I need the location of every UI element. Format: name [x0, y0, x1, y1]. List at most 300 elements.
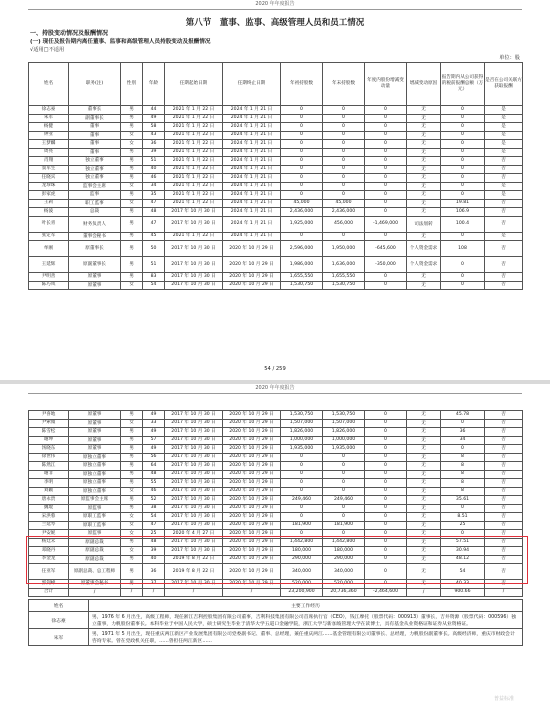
- table-cell: 否: [485, 470, 523, 479]
- table-row: [29, 462, 523, 471]
- table-cell: 女: [121, 131, 143, 140]
- table-cell: 0: [441, 281, 485, 290]
- bio-experience-header: 主要工作经历: [89, 600, 523, 612]
- table-cell: 0: [323, 487, 365, 496]
- table-cell: 总裁: [69, 208, 121, 217]
- table-cell: 48.12: [441, 555, 485, 564]
- table-cell: 2017 年 10 月 30 日: [165, 538, 223, 547]
- table-cell: 0: [365, 445, 407, 454]
- table-cell: 0: [365, 123, 407, 132]
- table-cell: 周亮: [29, 148, 69, 157]
- table-cell: 男: [121, 165, 143, 174]
- table-cell: 2020 年 10 月 29 日: [223, 411, 281, 420]
- table-cell: /: [407, 588, 441, 597]
- table-cell: 2020 年 10 月 29 日: [223, 257, 281, 273]
- table-cell: 男: [121, 428, 143, 437]
- table-cell: 2020 年 4 月 27 日: [165, 530, 223, 539]
- table-cell: 男: [121, 157, 143, 166]
- unit-label: 单位：股: [499, 55, 520, 61]
- table-cell: 34: [143, 182, 165, 191]
- table-cell: 女: [121, 419, 143, 428]
- table-cell: 1,442,800: [323, 538, 365, 547]
- table-row: [29, 208, 523, 217]
- table-cell: 男: [121, 496, 143, 505]
- table-cell: 李金龙: [29, 555, 69, 564]
- table-cell: 43: [143, 131, 165, 140]
- table-cell: 无: [407, 157, 441, 166]
- table-row: [29, 564, 523, 580]
- table-cell: 0: [365, 131, 407, 140]
- table-cell: 0: [365, 453, 407, 462]
- table-cell: 王梦麟: [29, 140, 69, 149]
- table-cell: -350,000: [365, 257, 407, 273]
- table-cell: 2017 年 10 月 30 日: [165, 521, 223, 530]
- table-cell: 44: [143, 106, 165, 115]
- table-cell: 无: [407, 479, 441, 488]
- table-cell: 0: [281, 470, 323, 479]
- table-cell: 0: [323, 191, 365, 200]
- table-cell: 2017 年 10 月 30 日: [165, 547, 223, 556]
- table-cell: 原职工监事: [69, 521, 121, 530]
- table-row: [29, 281, 523, 290]
- table-cell: 是: [485, 114, 523, 123]
- table-cell: 个人资金需求: [407, 257, 441, 273]
- table-cell: 徐世伟: [29, 453, 69, 462]
- table-cell: 1,530,750: [323, 411, 365, 420]
- table-cell: 2021 年 1 月 22 日: [165, 114, 223, 123]
- table-cell: 2024 年 1 月 21 日: [223, 182, 281, 191]
- column-header: 年末持股数: [323, 63, 365, 106]
- table-cell: 2024 年 1 月 21 日: [223, 148, 281, 157]
- table-cell: 52: [143, 496, 165, 505]
- table-cell: 2019 年 8 月 22 日: [165, 564, 223, 580]
- table-cell: 是: [485, 148, 523, 157]
- table-cell: 无: [407, 428, 441, 437]
- bio-name: 朱军: [29, 629, 89, 646]
- table-cell: 1,655,550: [323, 273, 365, 282]
- table-cell: 原独立董事: [69, 453, 121, 462]
- table-cell: 0: [365, 106, 407, 115]
- table-cell: 董事: [69, 123, 121, 132]
- table-cell: 25: [441, 521, 485, 530]
- table-cell: 1,000,000: [323, 436, 365, 445]
- table-cell: 0: [441, 445, 485, 454]
- table-cell: 2024 年 1 月 21 日: [223, 174, 281, 183]
- table-cell: 58: [143, 123, 165, 132]
- table-cell: 独立董事: [69, 157, 121, 166]
- table-cell: 0: [365, 504, 407, 513]
- table-cell: 刘颖: [29, 487, 69, 496]
- table-cell: 1,442,800: [281, 538, 323, 547]
- bio-text: 男，1971 年 5 月出生，现任重庆两江新区产业发展集团有限公司党委副书记、董事、总经理，兼任重庆两江……基金管理有限公司董事长、总经理，力帆股份副董事长。高级经济师，重庆市财政会计咨询专家。曾在党政机关任职，……曾担任两江新区……: [89, 629, 523, 646]
- table-cell: 无: [407, 538, 441, 547]
- table-cell: 19.81: [441, 199, 485, 208]
- table-row: [29, 436, 523, 445]
- table-cell: 否: [485, 496, 523, 505]
- table-cell: 49: [143, 114, 165, 123]
- table-cell: 0: [441, 165, 485, 174]
- table-cell: 2020 年 10 月 29 日: [223, 547, 281, 556]
- table-cell: 1,507,000: [281, 419, 323, 428]
- table-row: [29, 445, 523, 454]
- table-cell: 2021 年 1 月 22 日: [165, 174, 223, 183]
- table-cell: 50: [143, 241, 165, 257]
- table-cell: 0: [281, 232, 323, 241]
- table-cell: 48: [143, 208, 165, 217]
- table-cell: 340,000: [281, 564, 323, 580]
- table-cell: 男: [121, 148, 143, 157]
- table-cell: 180,000: [281, 547, 323, 556]
- table-cell: 原副总裁: [69, 538, 121, 547]
- table-cell: 无: [407, 462, 441, 471]
- table-cell: 2017 年 10 月 30 日: [165, 273, 223, 282]
- table-cell: 原董事: [69, 281, 121, 290]
- table-cell: 否: [485, 555, 523, 564]
- table-cell: 0: [281, 114, 323, 123]
- table-cell: 无: [407, 580, 441, 589]
- table-cell: 0: [365, 208, 407, 217]
- table-cell: 2020 年 10 月 29 日: [223, 273, 281, 282]
- table-cell: 2,436,000: [323, 208, 365, 217]
- table-cell: 340,000: [323, 564, 365, 580]
- table-cell: 83: [143, 273, 165, 282]
- table-cell: 是: [485, 182, 523, 191]
- table-cell: 0: [365, 479, 407, 488]
- table-cell: 个人资金需求: [407, 241, 441, 257]
- table-cell: 无: [407, 521, 441, 530]
- table-row: [29, 580, 523, 589]
- table-cell: 董事: [69, 148, 121, 157]
- table-cell: 无: [407, 114, 441, 123]
- table-cell: /: [143, 588, 165, 597]
- table-cell: 尹安妮: [29, 530, 69, 539]
- table-cell: 0: [365, 580, 407, 589]
- table-cell: 无: [407, 148, 441, 157]
- table-cell: 0: [365, 165, 407, 174]
- table-cell: 原董事会秘书: [69, 580, 121, 589]
- table-cell: 0: [365, 547, 407, 556]
- table-cell: 徐志豪: [29, 106, 69, 115]
- table-cell: 副董事长: [69, 114, 121, 123]
- table-cell: 0: [281, 106, 323, 115]
- table-row: [29, 470, 523, 479]
- table-cell: 无: [407, 504, 441, 513]
- table-cell: 是: [485, 140, 523, 149]
- table-cell: 董事: [69, 140, 121, 149]
- table-cell: 48: [143, 538, 165, 547]
- table-cell: 2024 年 1 月 21 日: [223, 123, 281, 132]
- table-cell: /: [121, 588, 143, 597]
- table-cell: 否: [485, 174, 523, 183]
- table-cell: 女: [121, 199, 143, 208]
- table-cell: 王延辉: [29, 257, 69, 273]
- table-cell: 合计: [29, 588, 69, 597]
- table-cell: 2017 年 10 月 30 日: [165, 419, 223, 428]
- table-cell: 男: [121, 462, 143, 471]
- table-cell: 2017 年 10 月 30 日: [165, 453, 223, 462]
- table-cell: 2021 年 1 月 22 日: [165, 199, 223, 208]
- watermark: 普益标准: [493, 696, 514, 702]
- table-cell: 0: [281, 191, 323, 200]
- table-row: [29, 538, 523, 547]
- table-cell: 0: [441, 157, 485, 166]
- table-cell: 否: [485, 547, 523, 556]
- table-row: [29, 157, 523, 166]
- table-cell: 无: [407, 174, 441, 183]
- table-cell: 2021 年 1 月 22 日: [165, 106, 223, 115]
- table-cell: 2017 年 10 月 30 日: [165, 445, 223, 454]
- table-row: [29, 428, 523, 437]
- table-cell: 0: [323, 513, 365, 522]
- table-cell: 0: [323, 148, 365, 157]
- table-cell: 否: [485, 257, 523, 273]
- table-cell: 0: [281, 513, 323, 522]
- table-cell: 否: [485, 564, 523, 580]
- table-cell: 1,826,000: [323, 428, 365, 437]
- table-cell: 2020 年 10 月 29 日: [223, 453, 281, 462]
- table-row: [29, 513, 523, 522]
- table-cell: 任晓宾: [29, 174, 69, 183]
- table-cell: 2017 年 10 月 30 日: [165, 496, 223, 505]
- table-cell: 2020 年 10 月 29 日: [223, 241, 281, 257]
- table-cell: 0: [365, 411, 407, 420]
- table-cell: 董事长: [69, 106, 121, 115]
- table-cell: 0: [365, 174, 407, 183]
- table-cell: 2017 年 10 月 30 日: [165, 216, 223, 232]
- table-cell: 否: [485, 504, 523, 513]
- table-cell: 否: [485, 157, 523, 166]
- table-cell: 是: [485, 191, 523, 200]
- table-cell: 原监事: [69, 530, 121, 539]
- table-cell: 1,950,000: [323, 241, 365, 257]
- table-cell: 否: [485, 241, 523, 257]
- column-header: 报告期内从公司获得的税前报酬总额（万元）: [441, 63, 485, 106]
- table-cell: 是: [485, 232, 523, 241]
- table-cell: 520,000: [323, 580, 365, 589]
- table-cell: 2,436,000: [281, 208, 323, 217]
- table-cell: 0: [365, 419, 407, 428]
- table-cell: 36: [143, 140, 165, 149]
- table-cell: 男: [121, 257, 143, 273]
- table-cell: 0: [365, 148, 407, 157]
- table-cell: 否: [485, 487, 523, 496]
- table-cell: 181,900: [323, 521, 365, 530]
- table-cell: 男: [121, 445, 143, 454]
- table-cell: 无: [407, 419, 441, 428]
- table-cell: 2017 年 10 月 30 日: [165, 411, 223, 420]
- table-cell: 54: [143, 513, 165, 522]
- table-row: [29, 547, 523, 556]
- table-cell: 杨健: [29, 123, 69, 132]
- table-cell: 女: [121, 140, 143, 149]
- table-cell: 0: [365, 281, 407, 290]
- table-cell: 男: [121, 564, 143, 580]
- table-cell: 原职工监事: [69, 513, 121, 522]
- table-cell: 兰延琴: [29, 521, 69, 530]
- table-cell: /: [69, 588, 121, 597]
- holdings-table-continued: [28, 410, 523, 597]
- table-cell: 李明: [29, 479, 69, 488]
- table-row: [29, 191, 523, 200]
- table-cell: 汤晓东: [29, 445, 69, 454]
- table-cell: 2020 年 10 月 29 日: [223, 281, 281, 290]
- table-row: [29, 419, 523, 428]
- table-cell: 0: [441, 273, 485, 282]
- table-cell: 39: [143, 547, 165, 556]
- report-header: 2020 年年度报告: [28, 0, 522, 10]
- table-cell: 2024 年 1 月 21 日: [223, 199, 281, 208]
- table-cell: 40: [143, 555, 165, 564]
- table-cell: 0: [365, 436, 407, 445]
- table-cell: 0: [323, 182, 365, 191]
- table-cell: 董事会秘书: [69, 232, 121, 241]
- column-header: 年龄: [143, 63, 165, 106]
- table-cell: 64: [143, 462, 165, 471]
- table-cell: 2017 年 10 月 30 日: [165, 436, 223, 445]
- column-header: 性别: [121, 63, 143, 106]
- table-cell: 无: [407, 530, 441, 539]
- table-cell: 456,000: [323, 216, 365, 232]
- table-cell: 否: [485, 273, 523, 282]
- table-cell: 否: [485, 453, 523, 462]
- table-cell: 是: [485, 123, 523, 132]
- table-cell: 0: [365, 157, 407, 166]
- table-cell: 180,000: [323, 547, 365, 556]
- table-cell: 男: [121, 273, 143, 282]
- table-cell: -2,464,600: [365, 588, 407, 597]
- table-cell: 2021 年 1 月 22 日: [165, 165, 223, 174]
- table-cell: 无: [407, 273, 441, 282]
- table-cell: 51: [143, 157, 165, 166]
- table-cell: 窦军生: [29, 165, 69, 174]
- table-cell: 1,935,000: [281, 445, 323, 454]
- table-cell: 0: [365, 199, 407, 208]
- table-cell: 0: [281, 174, 323, 183]
- column-header: 职务(注): [69, 63, 121, 106]
- table-cell: 监事: [69, 191, 121, 200]
- table-cell: 男: [121, 106, 143, 115]
- table-cell: 0: [365, 530, 407, 539]
- table-cell: 181,900: [281, 521, 323, 530]
- table-cell: 男: [121, 232, 143, 241]
- table-cell: 2020 年 10 月 29 日: [223, 580, 281, 589]
- table-cell: 男: [121, 504, 143, 513]
- table-cell: 0: [365, 513, 407, 522]
- table-cell: 2024 年 1 月 21 日: [223, 106, 281, 115]
- table-cell: 520,000: [281, 580, 323, 589]
- table-cell: 0: [441, 257, 485, 273]
- section-title: 第八节 董事、监事、高级管理人员和员工情况: [185, 18, 365, 28]
- bio-name: 徐志豪: [29, 612, 89, 629]
- table-row: [29, 257, 523, 273]
- table-cell: 否: [485, 165, 523, 174]
- table-cell: 尹喜地: [29, 411, 69, 420]
- table-cell: 0: [281, 123, 323, 132]
- table-cell: 1,826,000: [281, 428, 323, 437]
- table-cell: 陈然江: [29, 462, 69, 471]
- table-cell: 无: [407, 496, 441, 505]
- table-cell: 否: [485, 281, 523, 290]
- table-cell: 2020 年 10 月 29 日: [223, 445, 281, 454]
- table-cell: 0: [441, 182, 485, 191]
- table-row: [29, 241, 523, 257]
- table-cell: 1,000,000: [281, 436, 323, 445]
- table-cell: 无: [407, 106, 441, 115]
- table-cell: 女: [121, 487, 143, 496]
- table-cell: 2021 年 1 月 22 日: [165, 140, 223, 149]
- table-cell: 男: [121, 216, 143, 232]
- table-row: [29, 165, 523, 174]
- table-cell: 原监事会主席: [69, 496, 121, 505]
- table-cell: 46: [143, 487, 165, 496]
- table-cell: 原副总裁: [69, 547, 121, 556]
- table-cell: 0: [323, 114, 365, 123]
- table-cell: 原独立董事: [69, 487, 121, 496]
- table-cell: 任亚军: [29, 564, 69, 580]
- table-row: [29, 123, 523, 132]
- table-cell: 杨波: [29, 208, 69, 217]
- applicability-checkbox: √适用□不适用: [30, 47, 65, 53]
- table-cell: 无: [407, 182, 441, 191]
- table-cell: 38: [143, 504, 165, 513]
- table-cell: 陈雪松: [29, 428, 69, 437]
- table-cell: 无: [407, 191, 441, 200]
- table-row: [29, 148, 523, 157]
- table-cell: 无: [407, 411, 441, 420]
- table-cell: 女: [121, 281, 143, 290]
- table-cell: 无: [407, 131, 441, 140]
- table-row: [29, 114, 523, 123]
- table-cell: 0: [281, 165, 323, 174]
- table-row: [29, 521, 523, 530]
- table-cell: 男: [121, 436, 143, 445]
- table-cell: 0: [365, 182, 407, 191]
- table-cell: 0: [281, 504, 323, 513]
- table-cell: 8: [441, 487, 485, 496]
- table-cell: 2024 年 1 月 21 日: [223, 216, 281, 232]
- table-cell: 0: [365, 496, 407, 505]
- table-cell: 0: [365, 487, 407, 496]
- table-cell: 2017 年 10 月 30 日: [165, 208, 223, 217]
- table-cell: 0: [323, 123, 365, 132]
- table-row: [29, 530, 523, 539]
- page-number: 54 / 259: [264, 366, 286, 372]
- bio-text: 男，1976 年 6 月出生，高级工程师，现任浙江吉利控股集团有限公司董事，吉利科技集团有限公司首席执行官（CEO），钱江摩托（股票代码：000913）董事长，吉井资源（股票代码：000596）独立董事，力帆股份董事长。本科毕业于中国人民大学，硕士研究生毕业于清华大学五道口金融学院，浙江大学与新加坡管理大学在读博士，具有基金从业资格证和证券从业资格证。: [89, 612, 523, 629]
- table-cell: 40: [143, 165, 165, 174]
- table-cell: 290,000: [323, 555, 365, 564]
- table-row: [29, 174, 523, 183]
- table-cell: 肖翔: [29, 157, 69, 166]
- table-cell: 否: [485, 411, 523, 420]
- table-cell: /: [165, 588, 223, 597]
- table-cell: 龙珍珠: [29, 182, 69, 191]
- table-cell: 0: [323, 165, 365, 174]
- table-row: [29, 496, 523, 505]
- table-cell: 否: [485, 419, 523, 428]
- column-header: 增减变动原因: [407, 63, 441, 106]
- table-cell: 2024 年 1 月 21 日: [223, 140, 281, 149]
- table-cell: 2017 年 10 月 30 日: [165, 281, 223, 290]
- table-cell: 无: [407, 436, 441, 445]
- table-cell: 独立董事: [69, 165, 121, 174]
- table-cell: 57.51: [441, 538, 485, 547]
- table-cell: 原董事: [69, 428, 121, 437]
- bio-table: [28, 599, 523, 646]
- table-cell: 王莉: [29, 199, 69, 208]
- table-cell: 无: [407, 445, 441, 454]
- table-cell: 2021 年 1 月 22 日: [165, 157, 223, 166]
- table-cell: 2017 年 10 月 30 日: [165, 470, 223, 479]
